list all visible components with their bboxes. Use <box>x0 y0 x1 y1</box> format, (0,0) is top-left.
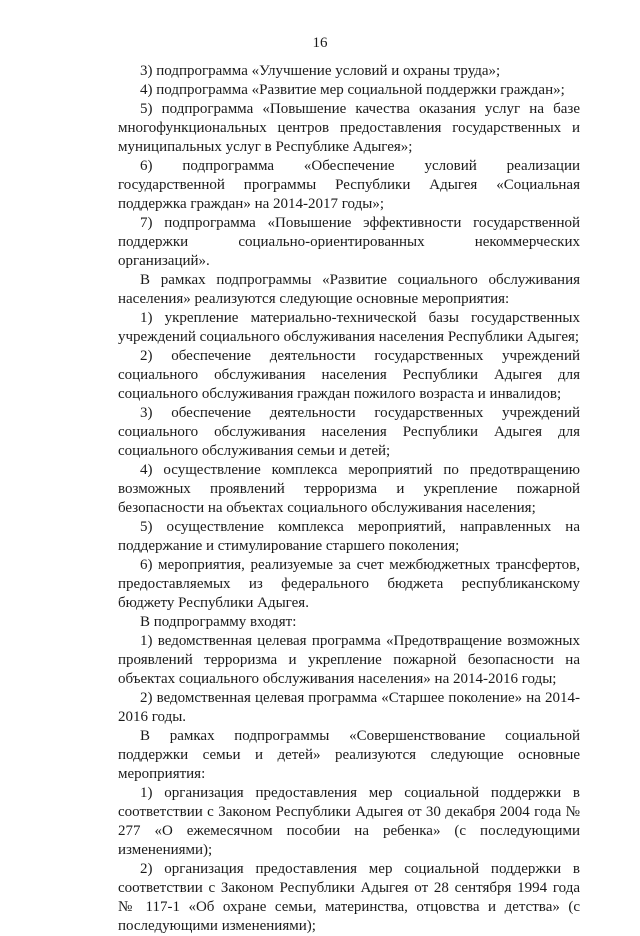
subprogram-item-4: 4) подпрограмма «Развитие мер социальной поддержки граждан»; <box>140 82 565 98</box>
social-service-measure-5: 5) осуществление комплекса мероприятий, направленных на поддержание и стимулирование старшего поколения; <box>118 519 580 554</box>
departmental-program-1: 1) ведомственная целевая программа «Предотвращение возможных проявлений терроризма и укрепление пожарной безопасности на объектах социального обслуживания населения» на 2014-2016 годы; <box>118 633 580 687</box>
family-support-measure-1: 1) организация предоставления мер социальной поддержки в соответствии с Законом Республики Адыгея от 30 декабря 2004 года № 277 «О ежемесячном пособии на ребенка» (с последующими изменениями); <box>118 785 580 858</box>
family-support-intro: В рамках подпрограммы «Совершенствование социальной поддержки семьи и детей» реализуются следующие основные мероприятия: <box>118 728 580 782</box>
page-number: 16 <box>312 35 328 51</box>
subprogram-item-5: 5) подпрограмма «Повышение качества оказания услуг на базе многофункциональных центров предоставления государственных и муниципальных услуг в Республике Адыгея»; <box>118 101 580 155</box>
subprogram-item-7: 7) подпрограмма «Повышение эффективности государственной поддержки социально-ориентированных некоммерческих организаций». <box>118 215 580 269</box>
social-service-measure-1: 1) укрепление материально-технической базы государственных учреждений социального обслуживания населения Республики Адыгея; <box>118 310 580 345</box>
social-service-measure-6: 6) мероприятия, реализуемые за счет межбюджетных трансфертов, предоставляемых из федерального бюджета республиканскому бюджету Республики Адыгея. <box>118 557 580 611</box>
subprogram-includes-intro: В подпрограмму входят: <box>140 614 297 630</box>
family-support-measure-2: 2) организация предоставления мер социальной поддержки в соответствии с Законом Республики Адыгея от 28 сентября 1994 года № 117-1 «Об охране семьи, материнства, отцовства и детства» (с последующими изменениями); <box>118 861 580 934</box>
social-service-intro: В рамках подпрограммы «Развитие социального обслуживания населения» реализуются следующие основные мероприятия: <box>118 272 580 307</box>
departmental-program-2: 2) ведомственная целевая программа «Старшее поколение» на 2014-2016 годы. <box>118 690 580 725</box>
subprogram-item-3: 3) подпрограмма «Улучшение условий и охраны труда»; <box>140 63 501 79</box>
social-service-measure-4: 4) осуществление комплекса мероприятий по предотвращению возможных проявлений терроризма и укрепление пожарной безопасности на объектах социального обслуживания населения; <box>118 462 580 516</box>
document-body <box>118 62 580 936</box>
subprogram-item-6: 6) подпрограмма «Обеспечение условий реализации государственной программы Республики Адыгея «Социальная поддержка граждан» на 2014-2017 годы»; <box>118 158 580 212</box>
social-service-measure-2: 2) обеспечение деятельности государственных учреждений социального обслуживания населения Республики Адыгея для социального обслуживания граждан пожилого возраста и инвалидов; <box>118 348 580 402</box>
social-service-measure-3: 3) обеспечение деятельности государственных учреждений социального обслуживания населения Республики Адыгея для социального обслуживания семьи и детей; <box>118 405 580 459</box>
